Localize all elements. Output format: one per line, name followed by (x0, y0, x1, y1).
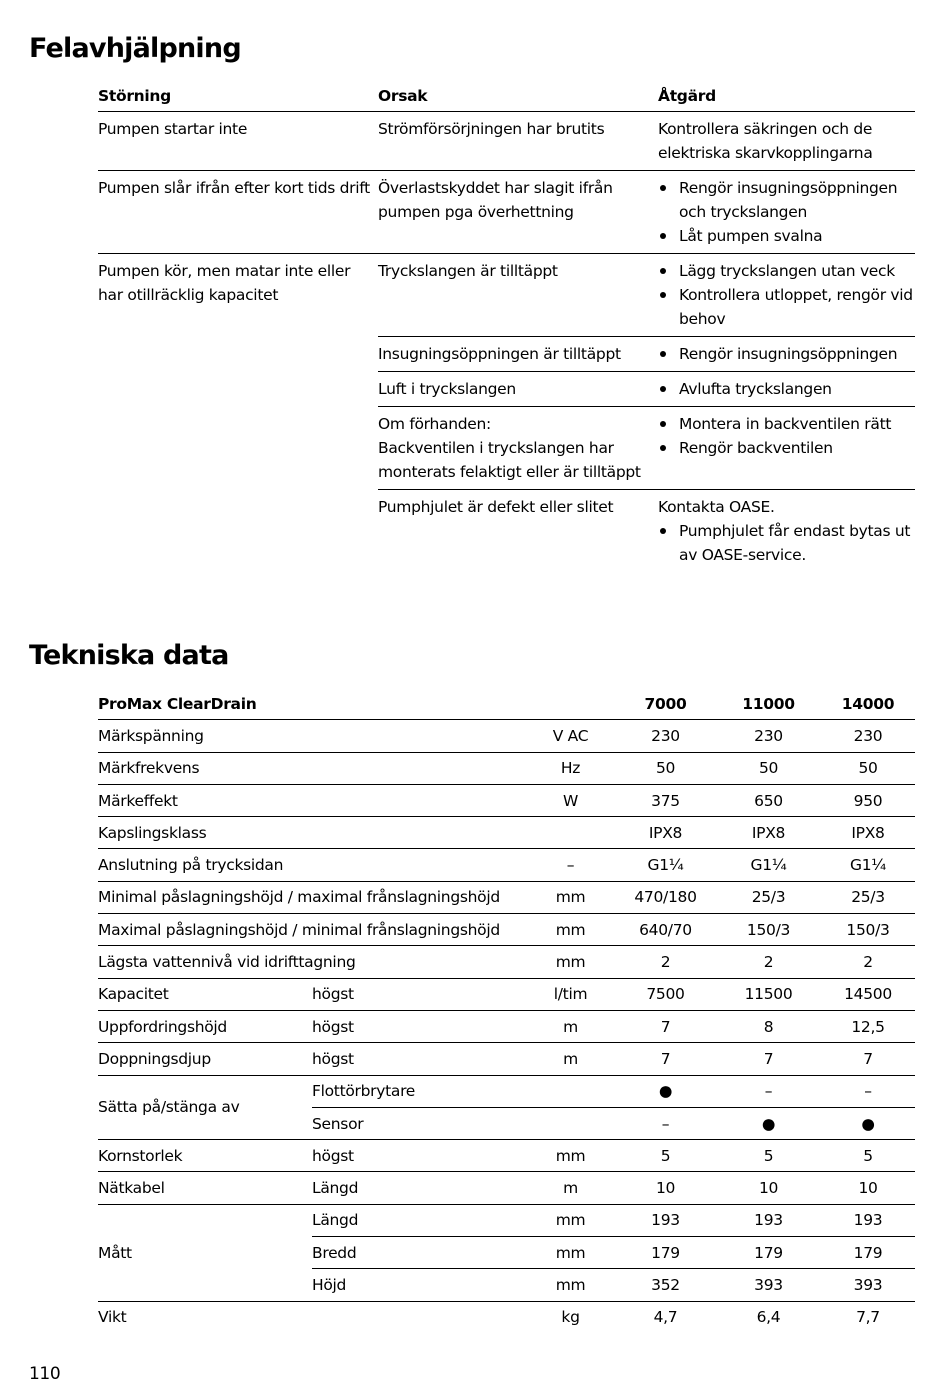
list-item: Rengör backventilen (658, 436, 915, 460)
table-row (98, 1172, 915, 1204)
value-cell: 393 (821, 1269, 915, 1301)
param-sub-label: Längd (312, 1172, 526, 1204)
param-label: Minimal påslagningshöjd / maximal frånslagningshöjd (98, 881, 526, 913)
remedy-list (658, 412, 915, 460)
table-row (98, 1301, 915, 1333)
value-cell: 12,5 (821, 1010, 915, 1042)
value-cell: 2 (716, 946, 821, 978)
troubleshooting-table (98, 84, 915, 572)
header-problem: Störning (98, 84, 378, 112)
table-row (98, 849, 915, 881)
cause-cell (378, 407, 658, 490)
value-cell: 25/3 (821, 881, 915, 913)
table-row (98, 1140, 915, 1172)
unit-cell: m (526, 1010, 615, 1042)
table-row (98, 752, 915, 784)
technical-data-title: Tekniska data (29, 640, 229, 671)
param-sub-label: Längd (312, 1204, 526, 1236)
value-cell: 193 (821, 1204, 915, 1236)
remedy-list (658, 377, 915, 401)
param-label: Kornstorlek (98, 1140, 312, 1172)
value-cell: 375 (615, 784, 716, 816)
value-cell: 50 (615, 752, 716, 784)
unit-cell: Hz (526, 752, 615, 784)
value-cell: 8 (716, 1010, 821, 1042)
table-row (98, 171, 915, 254)
table-header-row (98, 84, 915, 112)
param-label: Nätkabel (98, 1172, 312, 1204)
value-cell: 193 (615, 1204, 716, 1236)
unit-cell: – (526, 849, 615, 881)
value-cell: 640/70 (615, 914, 716, 946)
table-row (98, 817, 915, 849)
page-number: 110 (29, 1364, 61, 1384)
table-row (98, 1204, 915, 1236)
remedy-cell (658, 490, 915, 573)
value-cell: 11500 (716, 978, 821, 1010)
value-cell: 50 (821, 752, 915, 784)
value-cell: ● (821, 1107, 915, 1139)
value-cell: 470/180 (615, 881, 716, 913)
param-label: Märkeffekt (98, 784, 526, 816)
param-label: Doppningsdjup (98, 1043, 312, 1075)
value-cell: 352 (615, 1269, 716, 1301)
cause-cell: Pumphjulet är defekt eller slitet (378, 490, 658, 573)
list-item: Montera in backventilen rätt (658, 412, 915, 436)
value-cell: 393 (716, 1269, 821, 1301)
param-label: Märkfrekvens (98, 752, 526, 784)
value-cell: 5 (821, 1140, 915, 1172)
list-item: Lägg tryckslangen utan veck (658, 259, 915, 283)
list-item: Rengör insugningsöppningen (658, 342, 915, 366)
value-cell: 7 (615, 1010, 716, 1042)
value-cell: G1¼ (821, 849, 915, 881)
param-label: Märkspänning (98, 726, 204, 745)
model-header: 14000 (821, 688, 915, 720)
remedy-cell (658, 254, 915, 337)
value-cell: G1¼ (716, 849, 821, 881)
unit-cell: V AC (552, 726, 589, 745)
cause-cell: Överlastskyddet har slagit ifrån pumpen pga överhettning (378, 171, 658, 254)
model-header: 11000 (716, 688, 821, 720)
value-cell: 7 (615, 1043, 716, 1075)
value-cell: 14500 (821, 978, 915, 1010)
value-cell: 7 (821, 1043, 915, 1075)
cause-line: Om förhanden: (378, 415, 491, 433)
table-row (98, 112, 915, 171)
cause-cell: Tryckslangen är tilltäppt (378, 254, 658, 337)
list-item: Rengör insugningsöppningen och tryckslangen (658, 176, 915, 224)
table-row (98, 978, 915, 1010)
unit-cell: mm (526, 881, 615, 913)
model-header: 7000 (615, 688, 716, 720)
list-item: Låt pumpen svalna (658, 224, 915, 248)
header-cause: Orsak (378, 84, 658, 112)
unit-cell: m (526, 1043, 615, 1075)
remedy-list (658, 342, 915, 366)
value-cell: IPX8 (615, 817, 716, 849)
unit-cell: mm (526, 946, 615, 978)
param-label: Maximal påslagningshöjd / minimal frånslagningshöjd (98, 914, 526, 946)
value-cell: ● (716, 1107, 821, 1139)
table-header-row (98, 688, 915, 720)
remedy-cell (658, 372, 915, 407)
table-row (98, 881, 915, 913)
param-label: Anslutning på trycksidan (98, 849, 526, 881)
technical-data-table (98, 688, 915, 1333)
table-row (98, 946, 915, 978)
value-cell: 4,7 (615, 1301, 716, 1333)
param-label: Kapacitet (98, 978, 312, 1010)
value-cell: 950 (821, 784, 915, 816)
param-sub-label: högst (312, 978, 526, 1010)
param-label: Vikt (98, 1301, 526, 1333)
value-cell: 5 (716, 1140, 821, 1172)
table-row (98, 1075, 915, 1107)
list-item: Pumphjulet får endast bytas ut av OASE-service. (658, 519, 915, 567)
value-cell: 50 (716, 752, 821, 784)
unit-cell (526, 817, 615, 849)
param-sub-label: Flottörbrytare (312, 1075, 526, 1107)
param-sub-label: Bredd (312, 1237, 526, 1269)
value-cell: – (615, 1107, 716, 1139)
value-cell: 230 (853, 726, 883, 745)
value-cell: IPX8 (821, 817, 915, 849)
unit-cell: mm (526, 1237, 615, 1269)
unit-cell: m (526, 1172, 615, 1204)
unit-cell (526, 1107, 615, 1139)
param-label: Lägsta vattennivå vid idrifttagning (98, 946, 526, 978)
param-sub-label: Höjd (312, 1269, 526, 1301)
unit-cell (526, 1075, 615, 1107)
list-item: Kontrollera utloppet, rengör vid behov (658, 283, 915, 331)
remedy-text: Kontakta OASE. (658, 498, 775, 516)
unit-cell: mm (526, 914, 615, 946)
cause-cell: Insugningsöppningen är tilltäppt (378, 337, 658, 372)
param-label: Mått (98, 1204, 312, 1301)
param-sub-label: Sensor (312, 1107, 526, 1139)
value-cell: 6,4 (716, 1301, 821, 1333)
unit-cell: l/tim (526, 978, 615, 1010)
problem-cell: Pumpen slår ifrån efter kort tids drift (98, 171, 378, 254)
troubleshooting-title: Felavhjälpning (29, 33, 241, 64)
value-cell: ● (615, 1075, 716, 1107)
value-cell: G1¼ (615, 849, 716, 881)
cause-cell: Luft i tryckslangen (378, 372, 658, 407)
problem-cell: Pumpen kör, men matar inte eller har otillräcklig kapacitet (98, 254, 378, 573)
value-cell: 650 (716, 784, 821, 816)
value-cell: 179 (716, 1237, 821, 1269)
table-row (98, 254, 915, 337)
list-item: Avlufta tryckslangen (658, 377, 915, 401)
value-cell: IPX8 (716, 817, 821, 849)
value-cell: 2 (615, 946, 716, 978)
remedy-cell (658, 171, 915, 254)
problem-cell: Pumpen startar inte (98, 120, 248, 138)
table-row (98, 1010, 915, 1042)
value-cell: 2 (821, 946, 915, 978)
remedy-list (658, 176, 915, 248)
remedy-cell: Kontrollera säkringen och de elektriska skarvkopplingarna (658, 120, 873, 162)
remedy-list (658, 519, 915, 567)
param-label: Kapslingsklass (98, 817, 526, 849)
value-cell: 7500 (615, 978, 716, 1010)
param-sub-label: högst (312, 1043, 526, 1075)
value-cell: 5 (615, 1140, 716, 1172)
value-cell: 150/3 (716, 914, 821, 946)
product-name: ProMax ClearDrain (98, 688, 615, 720)
value-cell: 230 (651, 726, 680, 745)
value-cell: 7 (716, 1043, 821, 1075)
value-cell: – (716, 1075, 821, 1107)
unit-cell: W (526, 784, 615, 816)
remedy-cell (658, 407, 915, 490)
value-cell: 230 (754, 726, 783, 745)
unit-cell: mm (526, 1204, 615, 1236)
param-sub-label: högst (312, 1010, 526, 1042)
table-row (98, 1043, 915, 1075)
table-row (98, 784, 915, 816)
value-cell: 25/3 (716, 881, 821, 913)
value-cell: 7,7 (821, 1301, 915, 1333)
cause-cell: Strömförsörjningen har brutits (378, 120, 605, 138)
value-cell: 179 (615, 1237, 716, 1269)
value-cell: 10 (716, 1172, 821, 1204)
param-label: Uppfordringshöjd (98, 1010, 312, 1042)
value-cell: 10 (615, 1172, 716, 1204)
unit-cell: mm (526, 1269, 615, 1301)
cause-line: Backventilen i tryckslangen har monterats felaktigt eller är tilltäppt (378, 439, 641, 481)
header-remedy: Åtgärd (658, 84, 915, 112)
value-cell: 193 (716, 1204, 821, 1236)
table-row (98, 720, 915, 752)
param-sub-label: högst (312, 1140, 526, 1172)
value-cell: – (821, 1075, 915, 1107)
value-cell: 179 (821, 1237, 915, 1269)
remedy-cell (658, 337, 915, 372)
unit-cell: mm (526, 1140, 615, 1172)
table-row (98, 914, 915, 946)
value-cell: 150/3 (821, 914, 915, 946)
value-cell: 10 (821, 1172, 915, 1204)
unit-cell: kg (526, 1301, 615, 1333)
param-label: Sätta på/stänga av (98, 1075, 312, 1140)
remedy-list (658, 259, 915, 331)
